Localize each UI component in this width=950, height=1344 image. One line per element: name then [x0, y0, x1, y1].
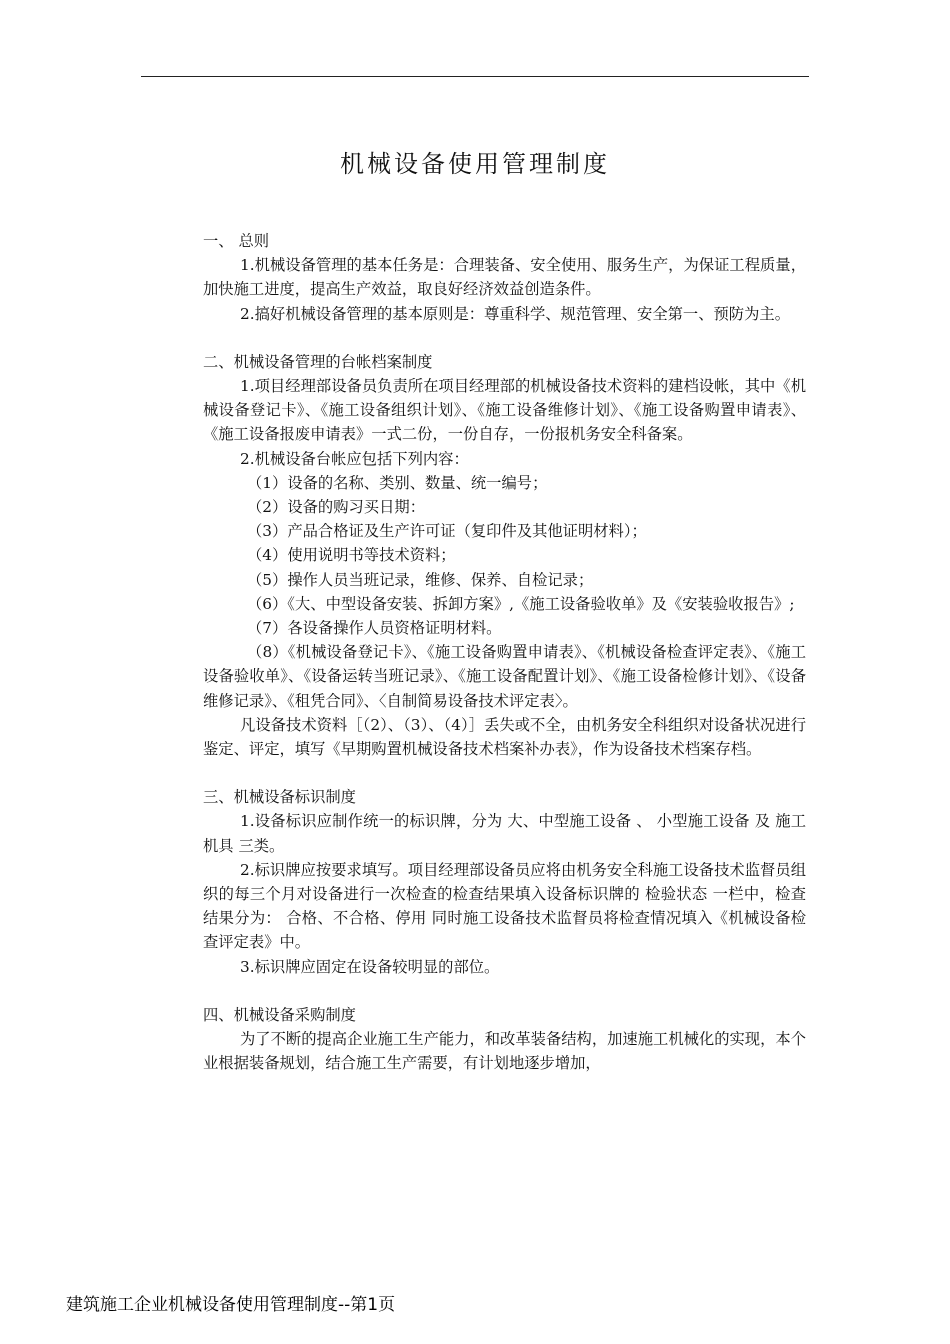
paragraph: 凡设备技术资料［（2）、（3）、（4）］丢失或不全，由机务安全科组织对设备状况进行鉴定、评定，填写《早期购置机械设备技术档案补办表》，作为设备技术档案存档。 [203, 715, 806, 759]
section-gap [203, 979, 806, 1003]
section-gap [203, 761, 806, 785]
header-rule [141, 76, 809, 77]
list-item: （8）《机械设备登记卡》、《施工设备购置申请表》、《机械设备检查评定表》、《施工设备验收单》、《设备运转当班记录》、《施工设备配置计划》、《施工设备检修计划》、《设备维修记录》、《租凭合同》、〈自制简易设备技术评定表〉。 [203, 643, 806, 710]
paragraph: 1.机械设备管理的基本任务是：合理装备、安全使用、服务生产，为保证工程质量，加快施工进度，提高生产效益，取良好经济效益创造条件。 [203, 256, 806, 299]
document-title: 机械设备使用管理制度 [340, 150, 610, 178]
paragraph: 3.标识牌应固定在设备较明显的部位。 [240, 957, 500, 976]
paragraph: 1.项目经理部设备员负责所在项目经理部的机械设备技术资料的建档设帐，其中《机械设备登记卡》、《施工设备组织计划》、《施工设备维修计划》、《施工设备购置申请表》、《施工设备报废申请表》一式二份，一份自存，一份报机务安全科备案。 [203, 377, 806, 444]
document-body [203, 229, 806, 1076]
paragraph: 2.标识牌应按要求填写。项目经理部设备员应将由机务安全科施工设备技术监督员组织的每三个月对设备进行一次检查的检查结果填入设备标识牌的 检验状态 一栏中，检查结果分为： 合格、不合格、停用 同时施工设备技术监督员将检查情况填入《机械设备检查评定表》中。 [203, 860, 806, 952]
section-heading-general: 一、 总则 [203, 232, 270, 250]
list-item: （3）产品合格证及生产许可证（复印件及其他证明材料）； [247, 522, 647, 541]
section-heading-ledger: 二、机械设备管理的台帐档案制度 [203, 352, 433, 371]
paragraph: 2.机械设备台帐应包括下列内容： [240, 449, 469, 468]
section-heading-procurement: 四、机械设备采购制度 [203, 1005, 356, 1024]
paragraph: 1.设备标识应制作统一的标识牌，分为 大、中型施工设备 、 小型施工设备 及 施工机具 三类。 [203, 812, 806, 855]
list-item: （5）操作人员当班记录，维修、保养、自检记录； [247, 570, 594, 589]
paragraph: 为了不断的提高企业施工生产能力，和改革装备结构，加速施工机械化的实现，本个业根据装备规划，结合施工生产需要，有计划地逐步增加， [203, 1030, 806, 1073]
list-item: （7）各设备操作人员资格证明材料。 [247, 619, 502, 638]
list-item: （1）设备的名称、类别、数量、统一编号； [247, 473, 548, 492]
page-footer: 建筑施工企业机械设备使用管理制度--第1页 [66, 1295, 396, 1315]
section-heading-marking: 三、机械设备标识制度 [203, 788, 356, 807]
list-item: （4）使用说明书等技术资料； [247, 546, 456, 565]
list-item: （2）设备的购习买日期： [247, 498, 425, 517]
section-gap [203, 326, 806, 350]
list-item: （6）《大、中型设备安装、拆卸方案》,《施工设备验收单》及《安装验收报告》; [247, 594, 795, 613]
paragraph: 2.搞好机械设备管理的基本原则是：尊重科学、规范管理、安全第一、预防为主。 [240, 304, 790, 323]
